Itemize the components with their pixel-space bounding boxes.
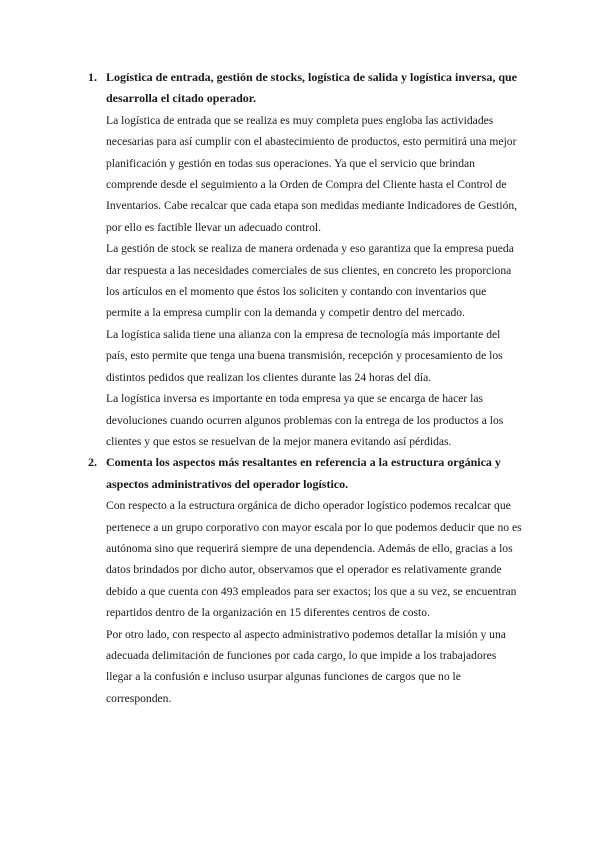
document-body [0,67,600,709]
section-title: Logística de entrada, gestión de stocks, logística de salida y logística inversa, que desarrolla el citado operador. [106,70,517,106]
section-number: 2. [88,455,97,470]
paragraph-logistica-salida: La logística salida tiene una alianza con la empresa de tecnología más importante del país, esto permite que tenga una buena transmisión, recepción y procesamiento de los distintos pedidos que realizan los clientes durante las 24 horas del día. [106,327,503,384]
section-number: 1. [88,70,97,84]
paragraph-aspecto-administrativo: Por otro lado, con respecto al aspecto administrativo podemos detallar la misión y una adecuada delimitación de funciones por cada cargo, lo que impide a los trabajadores llegar a la confusión e incluso usurpar algunas funciones de cargos que no le corresponden. [106,627,506,705]
paragraph-logistica-entrada: La logística de entrada que se realiza es muy completa pues engloba las actividades necesarias para así cumplir con el abastecimiento de productos, esto permitirá una mejor planificación y gestión en todas sus operaciones. Ya que el servicio que brindan comprende desde el seguimiento a la Orden de Compra del Cliente hasta el Control de Inventarios. Cabe recalcar que cada etapa son medidas mediante Indicadores de Gestión, por ello es factible llevar un adecuado control. [106,113,518,234]
paragraph-logistica-inversa: La logística inversa es importante en toda empresa ya que se encarga de hacer las devoluciones cuando ocurren algunos problemas con la entrega de los productos a los clientes y que estos se resuelvan de la mejor manera evitando así pérdidas. [106,392,504,448]
paragraph-estructura-organica: Con respecto a la estructura orgánica de dicho operador logístico podemos recalcar que pertenece a un grupo corporativo con mayor escala por lo que podemos deducir que no es autónoma sino que requerirá siempre de una dependencia. Además de ello, gracias a los datos brindados por dicho autor, observamos que el operador es relativamente grande debido a que cuenta con 493 empleados para ser exactos; los que a su vez, se encuentran repartidos dentro de la organización en 15 diferentes centros de costo. [106,499,522,620]
section-2 [0,452,600,709]
paragraph-gestion-stock: La gestión de stock se realiza de manera ordenada y eso garantiza que la empresa pueda dar respuesta a las necesidades comerciales de sus clientes, en concreto les proporciona los artículos en el momento que éstos los soliciten y contando con inventarios que permite a la empresa cumplir con la demanda y competir dentro del mercado. [106,242,514,320]
section-title: Comenta los aspectos más resaltantes en referencia a la estructura orgánica y aspectos administrativos del operador logístico. [106,455,501,491]
section-1 [0,67,600,452]
